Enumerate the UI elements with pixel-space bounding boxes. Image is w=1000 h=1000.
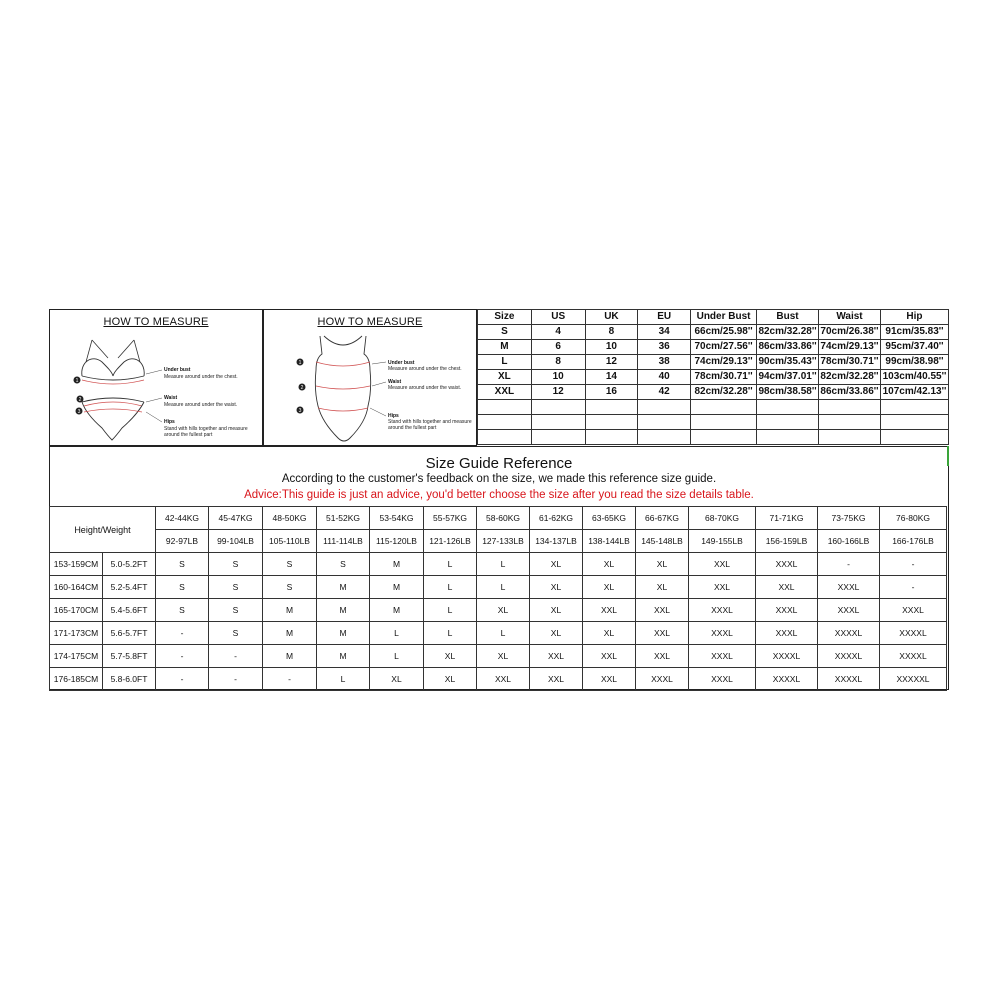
size-recommendation-cell: XXL — [689, 576, 756, 599]
height-ft-cell: 5.7-5.8FT — [103, 645, 156, 668]
size-cell: 95cm/37.40'' — [880, 340, 948, 355]
empty-cell — [691, 400, 757, 415]
size-recommendation-cell: L — [370, 622, 424, 645]
weight-lb-cell: 127-133LB — [477, 530, 530, 553]
bikini-illustration — [50, 310, 264, 447]
size-recommendation-cell: - — [880, 576, 947, 599]
size-recommendation-cell: XXL — [530, 668, 583, 691]
size-recommendation-cell: XXL — [636, 645, 689, 668]
size-recommendation-cell: XXXL — [689, 622, 756, 645]
measure-panel-title: HOW TO MEASURE — [317, 316, 423, 328]
svg-text:Measure around under the chest: Measure around under the chest. — [388, 366, 462, 372]
size-recommendation-cell: S — [156, 553, 209, 576]
size-recommendation-cell: XXL — [636, 622, 689, 645]
weight-kg-cell: 76-80KG — [880, 507, 947, 530]
svg-text:1: 1 — [75, 378, 79, 384]
size-cell: 78cm/30.71'' — [691, 370, 757, 385]
weight-lb-cell: 149-155LB — [689, 530, 756, 553]
size-table-row — [478, 355, 949, 370]
size-recommendation-cell: - — [156, 645, 209, 668]
size-recommendation-cell: XXL — [756, 576, 818, 599]
size-table-empty-row — [478, 415, 949, 430]
weight-lb-cell: 138-144LB — [583, 530, 636, 553]
size-cell: 103cm/40.55'' — [880, 370, 948, 385]
empty-cell — [819, 415, 881, 430]
empty-cell — [757, 400, 819, 415]
guide-advice: Advice:This guide is just an advice, you'd better choose the size after you read the size details table. — [244, 489, 754, 501]
height-cm-cell: 153-159CM — [50, 553, 103, 576]
size-recommendation-cell: XXL — [530, 645, 583, 668]
svg-text:3: 3 — [77, 409, 81, 415]
size-recommendation-cell: S — [209, 599, 263, 622]
guide-title: Size Guide Reference — [425, 455, 573, 472]
size-cell: 82cm/32.28'' — [757, 325, 819, 340]
size-header-cell: Under Bust — [691, 310, 757, 325]
size-recommendation-cell: - — [209, 645, 263, 668]
empty-cell — [531, 400, 585, 415]
height-row — [50, 622, 947, 645]
height-ft-cell: 5.8-6.0FT — [103, 668, 156, 691]
size-recommendation-cell: S — [156, 576, 209, 599]
size-table-empty-row — [478, 400, 949, 415]
size-recommendation-cell: XXXXL — [818, 645, 880, 668]
size-cell: 86cm/33.86'' — [819, 385, 881, 400]
size-cell: 38 — [638, 355, 691, 370]
size-recommendation-cell: M — [263, 622, 317, 645]
size-cell: 12 — [531, 385, 585, 400]
empty-cell — [531, 415, 585, 430]
svg-text:Hips: Hips — [388, 413, 399, 419]
size-recommendation-cell: L — [477, 576, 530, 599]
size-cell: XL — [478, 370, 532, 385]
size-recommendation-cell: XXXL — [818, 576, 880, 599]
empty-cell — [638, 400, 691, 415]
size-cell: 34 — [638, 325, 691, 340]
empty-cell — [880, 400, 948, 415]
size-recommendation-cell: - — [156, 668, 209, 691]
size-recommendation-cell: XL — [636, 553, 689, 576]
size-recommendation-cell: XXL — [583, 668, 636, 691]
weight-kg-cell: 53-54KG — [370, 507, 424, 530]
empty-cell — [819, 400, 881, 415]
size-recommendation-cell: XL — [424, 645, 477, 668]
size-cell: 107cm/42.13'' — [880, 385, 948, 400]
size-recommendation-cell: XXL — [583, 645, 636, 668]
size-recommendation-cell: S — [317, 553, 370, 576]
size-recommendation-cell: XL — [370, 668, 424, 691]
empty-cell — [880, 430, 948, 445]
size-header-cell: US — [531, 310, 585, 325]
svg-text:Measure around under the waist: Measure around under the waist. — [164, 402, 238, 408]
svg-text:Under bust: Under bust — [388, 360, 415, 366]
size-cell: 74cm/29.13'' — [819, 340, 881, 355]
height-cm-cell: 165-170CM — [50, 599, 103, 622]
size-recommendation-cell: XL — [424, 668, 477, 691]
size-table-row — [478, 385, 949, 400]
weight-kg-cell: 73-75KG — [818, 507, 880, 530]
empty-cell — [638, 415, 691, 430]
height-cm-cell: 171-173CM — [50, 622, 103, 645]
size-recommendation-cell: - — [263, 668, 317, 691]
size-cell: 74cm/29.13'' — [691, 355, 757, 370]
svg-text:Under bust: Under bust — [164, 367, 191, 373]
onepiece-illustration — [264, 310, 478, 447]
svg-text:Measure around under the waist: Measure around under the waist. — [388, 385, 462, 391]
size-header-cell: Size — [478, 310, 532, 325]
size-cell: 98cm/38.58'' — [757, 385, 819, 400]
size-cell: M — [478, 340, 532, 355]
size-recommendation-cell: S — [263, 576, 317, 599]
empty-cell — [819, 430, 881, 445]
weight-kg-cell: 48-50KG — [263, 507, 317, 530]
svg-text:2: 2 — [78, 397, 82, 403]
size-recommendation-cell: XXXXXL — [880, 668, 947, 691]
size-cell: 6 — [531, 340, 585, 355]
size-recommendation-cell: M — [317, 576, 370, 599]
empty-cell — [585, 415, 638, 430]
height-ft-cell: 5.2-5.4FT — [103, 576, 156, 599]
empty-cell — [478, 415, 532, 430]
height-row — [50, 599, 947, 622]
size-cell: XXL — [478, 385, 532, 400]
empty-cell — [585, 430, 638, 445]
size-recommendation-cell: XL — [583, 622, 636, 645]
weight-kg-cell: 51-52KG — [317, 507, 370, 530]
height-cm-cell: 176-185CM — [50, 668, 103, 691]
size-recommendation-cell: XXXXL — [818, 668, 880, 691]
size-recommendation-cell: S — [156, 599, 209, 622]
size-recommendation-cell: XL — [636, 576, 689, 599]
height-ft-cell: 5.4-5.6FT — [103, 599, 156, 622]
size-recommendation-cell: M — [263, 645, 317, 668]
size-recommendation-cell: XXXL — [689, 668, 756, 691]
size-recommendation-cell: S — [209, 553, 263, 576]
size-recommendation-cell: XL — [530, 622, 583, 645]
height-row — [50, 576, 947, 599]
size-recommendation-cell: L — [424, 553, 477, 576]
size-header-cell: UK — [585, 310, 638, 325]
size-recommendation-cell: L — [424, 576, 477, 599]
size-recommendation-cell: - — [209, 668, 263, 691]
weight-kg-cell: 61-62KG — [530, 507, 583, 530]
size-recommendation-cell: XXXXL — [818, 622, 880, 645]
height-row — [50, 645, 947, 668]
size-table-row — [478, 340, 949, 355]
size-recommendation-cell: XXXL — [689, 645, 756, 668]
size-header-cell: Bust — [757, 310, 819, 325]
height-weight-label: Height/Weight — [50, 507, 156, 553]
measure-panel-title: HOW TO MEASURE — [103, 316, 209, 328]
size-cell: 86cm/33.86'' — [757, 340, 819, 355]
size-recommendation-cell: L — [477, 553, 530, 576]
size-cell: 8 — [531, 355, 585, 370]
size-recommendation-cell: M — [263, 599, 317, 622]
weight-lb-cell: 111-114LB — [317, 530, 370, 553]
size-recommendation-cell: XXXL — [689, 599, 756, 622]
size-table-row — [478, 370, 949, 385]
size-recommendation-cell: M — [317, 645, 370, 668]
height-row — [50, 553, 947, 576]
empty-cell — [880, 415, 948, 430]
size-cell: 94cm/37.01'' — [757, 370, 819, 385]
size-cell: 36 — [638, 340, 691, 355]
size-cell: L — [478, 355, 532, 370]
weight-lb-row — [50, 530, 947, 553]
weight-kg-cell: 55-57KG — [424, 507, 477, 530]
empty-cell — [691, 415, 757, 430]
empty-cell — [478, 430, 532, 445]
size-recommendation-cell: XXXXL — [756, 645, 818, 668]
hips-desc-line: Stand with hills together and measure around the fullest part — [388, 419, 472, 431]
empty-cell — [757, 430, 819, 445]
size-recommendation-cell: XL — [530, 599, 583, 622]
weight-kg-cell: 63-65KG — [583, 507, 636, 530]
height-ft-cell: 5.0-5.2FT — [103, 553, 156, 576]
weight-lb-cell: 134-137LB — [530, 530, 583, 553]
empty-cell — [757, 415, 819, 430]
weight-lb-cell: 121-126LB — [424, 530, 477, 553]
size-cell: S — [478, 325, 532, 340]
weight-kg-cell: 58-60KG — [477, 507, 530, 530]
size-cell: 12 — [585, 355, 638, 370]
size-recommendation-cell: XXXL — [756, 553, 818, 576]
height-cm-cell: 174-175CM — [50, 645, 103, 668]
svg-text:Measure around under the chest: Measure around under the chest. — [164, 374, 238, 380]
size-cell: 10 — [585, 340, 638, 355]
svg-text:2: 2 — [300, 385, 304, 391]
weight-lb-cell: 160-166LB — [818, 530, 880, 553]
weight-lb-cell: 145-148LB — [636, 530, 689, 553]
weight-lb-cell: 105-110LB — [263, 530, 317, 553]
size-recommendation-cell: - — [156, 622, 209, 645]
size-cell: 78cm/30.71'' — [819, 355, 881, 370]
weight-kg-cell: 42-44KG — [156, 507, 209, 530]
size-recommendation-cell: XXL — [636, 599, 689, 622]
size-table-header-row — [478, 310, 949, 325]
size-recommendation-cell: XXXL — [756, 599, 818, 622]
svg-text:Waist: Waist — [164, 395, 178, 401]
size-recommendation-cell: XXXL — [636, 668, 689, 691]
size-recommendation-cell: XXL — [689, 553, 756, 576]
size-recommendation-cell: XL — [530, 576, 583, 599]
size-recommendation-cell: XL — [583, 576, 636, 599]
size-table-empty-row — [478, 430, 949, 445]
size-recommendation-cell: L — [477, 622, 530, 645]
size-recommendation-cell: - — [880, 553, 947, 576]
weight-kg-cell: 66-67KG — [636, 507, 689, 530]
size-cell: 82cm/32.28'' — [691, 385, 757, 400]
size-cell: 10 — [531, 370, 585, 385]
size-recommendation-cell: L — [424, 622, 477, 645]
size-recommendation-cell: XL — [530, 553, 583, 576]
size-recommendation-cell: XXXL — [756, 622, 818, 645]
weight-lb-cell: 92-97LB — [156, 530, 209, 553]
svg-text:1: 1 — [298, 360, 302, 366]
empty-cell — [585, 400, 638, 415]
size-cell: 40 — [638, 370, 691, 385]
size-header-cell: Hip — [880, 310, 948, 325]
size-header-cell: EU — [638, 310, 691, 325]
size-recommendation-cell: L — [317, 668, 370, 691]
size-chart-sheet — [49, 309, 949, 690]
empty-cell — [638, 430, 691, 445]
empty-cell — [478, 400, 532, 415]
size-cell: 90cm/35.43'' — [757, 355, 819, 370]
size-recommendation-cell: M — [317, 622, 370, 645]
size-cell: 82cm/32.28'' — [819, 370, 881, 385]
size-recommendation-cell: XXXL — [880, 599, 947, 622]
size-recommendation-cell: XXXXL — [880, 645, 947, 668]
weight-lb-cell: 166-176LB — [880, 530, 947, 553]
weight-kg-cell: 45-47KG — [209, 507, 263, 530]
size-recommendation-cell: XL — [477, 645, 530, 668]
size-cell: 4 — [531, 325, 585, 340]
weight-lb-cell: 99-104LB — [209, 530, 263, 553]
size-cell: 8 — [585, 325, 638, 340]
size-recommendation-cell: XXXL — [818, 599, 880, 622]
empty-cell — [691, 430, 757, 445]
svg-text:Waist: Waist — [388, 379, 402, 385]
size-table — [477, 309, 949, 445]
size-recommendation-cell: S — [209, 576, 263, 599]
svg-text:Hips: Hips — [164, 419, 175, 425]
size-header-cell: Waist — [819, 310, 881, 325]
weight-kg-cell: 71-71KG — [756, 507, 818, 530]
guide-subtitle: According to the customer's feedback on the size, we made this reference size guide. — [281, 473, 717, 485]
weight-lb-cell: 156-159LB — [756, 530, 818, 553]
size-recommendation-cell: XL — [583, 553, 636, 576]
size-cell: 91cm/35.83'' — [880, 325, 948, 340]
size-recommendation-cell: XXL — [477, 668, 530, 691]
hips-desc-line: Stand with hills together and measure around the fullest part — [164, 426, 248, 438]
height-cm-cell: 160-164CM — [50, 576, 103, 599]
size-recommendation-cell: S — [209, 622, 263, 645]
size-cell: 42 — [638, 385, 691, 400]
size-recommendation-cell: M — [370, 553, 424, 576]
size-recommendation-cell: - — [818, 553, 880, 576]
weight-lb-cell: 115-120LB — [370, 530, 424, 553]
size-recommendation-cell: XXXXL — [880, 622, 947, 645]
size-cell: 16 — [585, 385, 638, 400]
size-recommendation-cell: L — [370, 645, 424, 668]
height-weight-table — [49, 506, 947, 691]
weight-kg-cell: 68-70KG — [689, 507, 756, 530]
size-recommendation-cell: XXXXL — [756, 668, 818, 691]
size-recommendation-cell: L — [424, 599, 477, 622]
svg-text:3: 3 — [298, 408, 302, 414]
measure-panel-onepiece — [263, 309, 477, 446]
size-table-row — [478, 325, 949, 340]
size-recommendation-cell: M — [370, 599, 424, 622]
height-ft-cell: 5.6-5.7FT — [103, 622, 156, 645]
height-row — [50, 668, 947, 691]
size-recommendation-cell: M — [317, 599, 370, 622]
size-recommendation-cell: S — [263, 553, 317, 576]
size-cell: 66cm/25.98'' — [691, 325, 757, 340]
size-cell: 14 — [585, 370, 638, 385]
size-recommendation-cell: XL — [477, 599, 530, 622]
size-recommendation-cell: XXL — [583, 599, 636, 622]
size-cell: 99cm/38.98'' — [880, 355, 948, 370]
measure-panel-bikini — [49, 309, 263, 446]
weight-kg-row — [50, 507, 947, 530]
empty-cell — [531, 430, 585, 445]
size-cell: 70cm/26.38'' — [819, 325, 881, 340]
size-cell: 70cm/27.56'' — [691, 340, 757, 355]
size-recommendation-cell: M — [370, 576, 424, 599]
